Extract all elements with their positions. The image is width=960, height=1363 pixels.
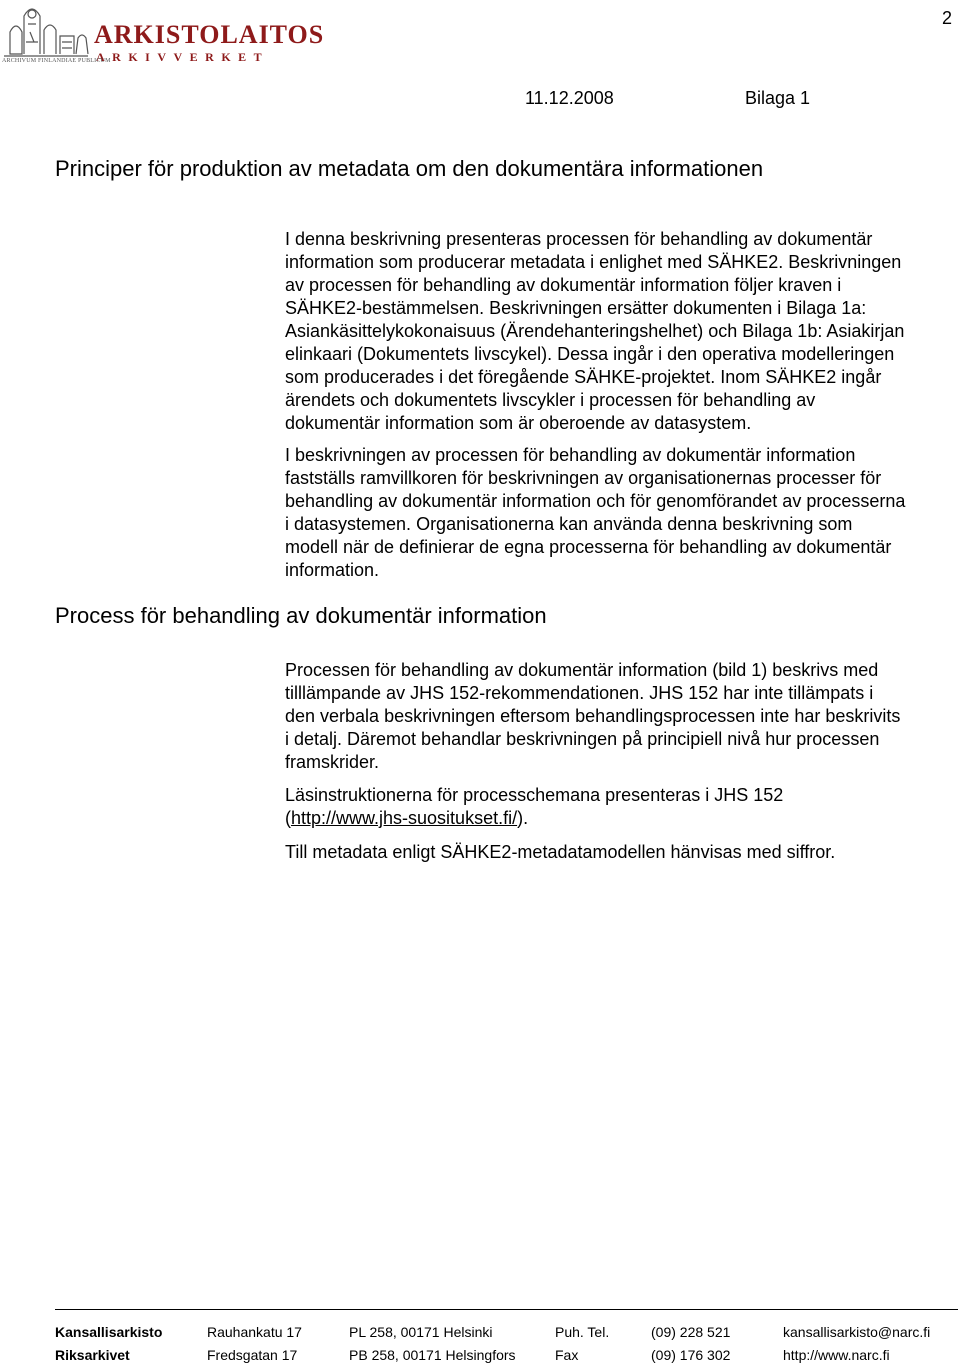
text-line [285,807,953,830]
section-paragraph-2 [285,784,953,830]
text-line: elinkaari (Dokumentets livscykel). Dessa ingår i den operativa modelleringen [285,344,895,364]
text-line: Processen för behandling av dokumentär information (bild 1) beskrivs med [285,660,879,680]
text-line: fastställs ramvillkoren för beskrivningen av organisationernas processer för [285,468,882,488]
text-line: ärendets och dokumentets livscykler i processen för behandling av [285,390,816,410]
appendix-label: Bilaga 1 [745,88,811,108]
text-line: Till metadata enligt SÄHKE2-metadatamodellen hänvisas med siffror. [285,842,836,862]
footer-postal: PB 258, 00171 Helsingfors [349,1347,516,1363]
text-line: I beskrivningen av processen för behandling av dokumentär information [285,445,856,465]
text-line: behandling av dokumentär information och för genomförandet av processerna [285,491,906,511]
jhs-link[interactable]: http://www.jhs-suositukset.fi/ [291,808,518,828]
footer-fax-label: Fax [555,1347,579,1363]
archive-emblem-icon [2,2,92,60]
logo-title: ARKISTOLAITOS [94,20,325,49]
document-date: 11.12.2008 [525,88,614,108]
footer-postal: PL 258, 00171 Helsinki [349,1324,493,1340]
footer-email: kansallisarkisto@narc.fi [783,1324,931,1340]
paren-close: ). [517,808,529,828]
text-line: i datasystemen. Organisationerna kan använda denna beskrivning som [285,514,853,534]
text-line: I denna beskrivning presenteras processen för behandling av dokumentär [285,229,873,249]
intro-paragraph-2 [285,444,953,582]
footer-street: Fredsgatan 17 [207,1347,298,1363]
footer-fax: (09) 176 302 [651,1347,731,1363]
footer-website: http://www.narc.fi [783,1347,890,1363]
text-line: Asiankäsittelykokonaisuus (Ärendehanteringshelhet) och Bilaga 1b: Asiakirjan [285,321,905,341]
text-line: information. [285,560,380,580]
text-line: framskrider. [285,752,380,772]
section-heading: Process för behandling av dokumentär information [55,603,547,628]
intro-paragraph-1 [285,228,953,435]
section-paragraph-3 [285,841,953,864]
footer-org: Riksarkivet [55,1347,130,1363]
footer-org: Kansallisarkisto [55,1324,163,1340]
page-title: Principer för produktion av metadata om den dokumentära informationen [55,156,764,181]
footer-divider [55,1309,958,1310]
footer-phone: (09) 228 521 [651,1324,731,1340]
text-line: information som producerar metadata i enlighet med SÄHKE2. Beskrivningen [285,252,902,272]
footer-phone-label: Puh. Tel. [555,1324,610,1340]
text-line: modell när de definierar de egna processerna för behandling av dokumentär [285,537,892,557]
text-line: SÄHKE2-bestämmelsen. Beskrivningen ersätter dokumenten i Bilaga 1a: [285,298,867,318]
text-line: den verbala beskrivningen eftersom behandlingsprocessen inte har beskrivits [285,706,901,726]
arkistolaitos-logo [2,2,325,66]
paren-open: ( [285,808,291,828]
logo-small-text: ARCHIVUM FINLANDIAE PUBLICUM [2,58,111,64]
text-line: tilllämpande av JHS 152-rekommendationen. JHS 152 har inte tillämpats i [285,683,874,703]
text-line: som producerades i det föregående SÄHKE-projektet. Inom SÄHKE2 ingår [285,367,882,387]
text-line: dokumentär information som är oberoende av datasystem. [285,413,752,433]
page-number: 2 [941,8,952,28]
text-line: av processen för behandling av dokumentär information följer kraven i [285,275,842,295]
text-line: Läsinstruktionerna för processchemana presenteras i JHS 152 [285,785,784,805]
section-paragraph-1 [285,659,953,774]
logo-subtitle: ARKIVVERKET [96,50,270,64]
footer-street: Rauhankatu 17 [207,1324,302,1340]
text-line: i detalj. Däremot behandlar beskrivningen på principiell nivå hur processen [285,729,880,749]
